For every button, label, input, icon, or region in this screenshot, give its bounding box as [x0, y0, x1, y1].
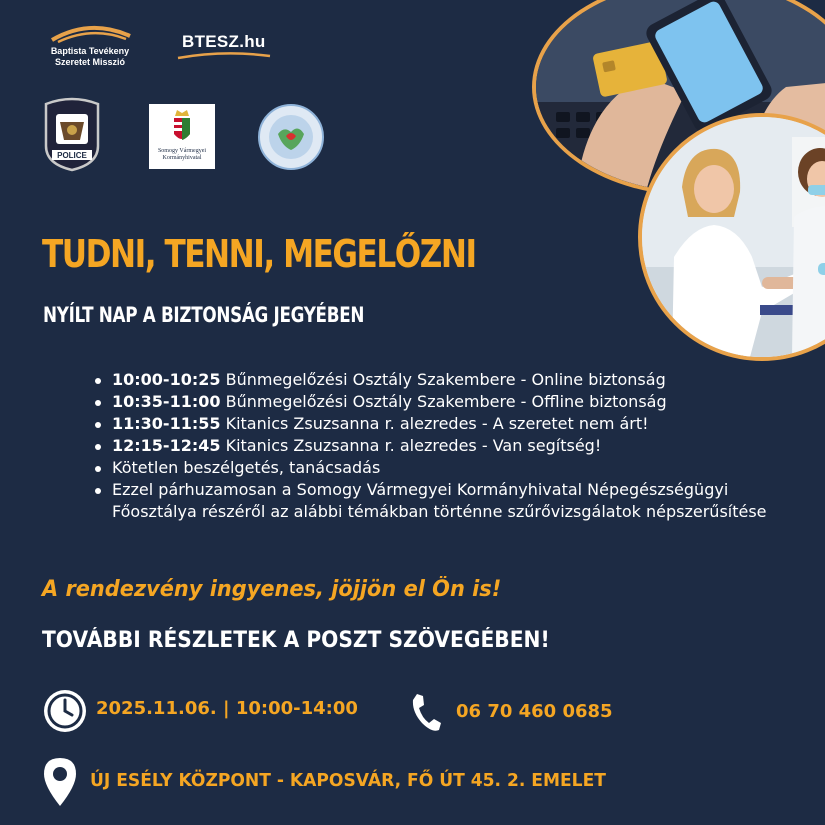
schedule-text: Kitanics Zsuzsanna r. alezredes - Van segítség! — [225, 436, 602, 455]
event-phone[interactable]: 06 70 460 0685 — [456, 701, 613, 722]
schedule-item — [95, 413, 795, 435]
free-entry-note: A rendezvény ingyenes, jöjjön el Ön is! — [42, 577, 502, 602]
btesz-logo — [182, 32, 266, 52]
schedule-time: 12:15-12:45 — [112, 436, 221, 455]
county-office-logo — [149, 104, 215, 169]
schedule-time: 11:30-11:55 — [112, 414, 221, 433]
schedule-item — [95, 391, 795, 413]
schedule-text: Bűnmegelőzési Osztály Szakembere - Online biztonság — [225, 370, 666, 389]
btsz-logo — [40, 20, 140, 72]
prevention-council-emblem-icon — [258, 104, 324, 170]
btsz-logo-text: Baptista Tevékeny Szeretet Misszió — [50, 46, 130, 67]
headline: TUDNI, TENNI, MEGELŐZNI — [42, 232, 476, 276]
details-note: TOVÁBBI RÉSZLETEK A POSZT SZÖVEGÉBEN! — [42, 628, 550, 653]
swoosh-icon — [50, 22, 132, 44]
schedule-time: 10:00-10:25 — [112, 370, 221, 389]
blood-test-image — [642, 117, 825, 357]
police-badge-icon — [42, 96, 102, 172]
schedule-text: Kitanics Zsuzsanna r. alezredes - A szeretet nem árt! — [225, 414, 649, 433]
phone-icon — [410, 692, 442, 732]
btesz-logo-text: BTESZ.hu — [182, 32, 266, 51]
schedule-list — [95, 369, 795, 523]
coat-of-arms-icon — [149, 104, 215, 148]
event-address: ÚJ ESÉLY KÖZPONT - KAPOSVÁR, FŐ ÚT 45. 2. EMELET — [90, 770, 606, 791]
police-badge-text: POLICE — [57, 151, 87, 160]
schedule-text: Kötetlen beszélgetés, tanácsadás — [112, 458, 381, 477]
event-datetime: 2025.11.06. | 10:00-14:00 — [96, 698, 358, 719]
clock-icon — [42, 688, 88, 734]
schedule-item — [95, 369, 795, 391]
subheadline: NYÍLT NAP A BIZTONSÁG JEGYÉBEN — [43, 303, 365, 327]
schedule-time: 10:35-11:00 — [112, 392, 221, 411]
map-pin-icon — [42, 756, 78, 808]
swoosh-underline-icon — [176, 52, 272, 60]
schedule-item — [95, 457, 795, 479]
schedule-text: Bűnmegelőzési Osztály Szakembere - Offline biztonság — [225, 392, 667, 411]
schedule-item — [95, 479, 795, 523]
schedule-item — [95, 435, 795, 457]
schedule-text: Ezzel párhuzamosan a Somogy Vármegyei Kormányhivatal Népegészségügyi Főosztálya részéről az alábbi témákban történne szűrővizsgálatok népszerűsítése — [112, 480, 767, 521]
county-office-name: Somogy Vármegyei Kormányhivatal — [157, 148, 207, 161]
